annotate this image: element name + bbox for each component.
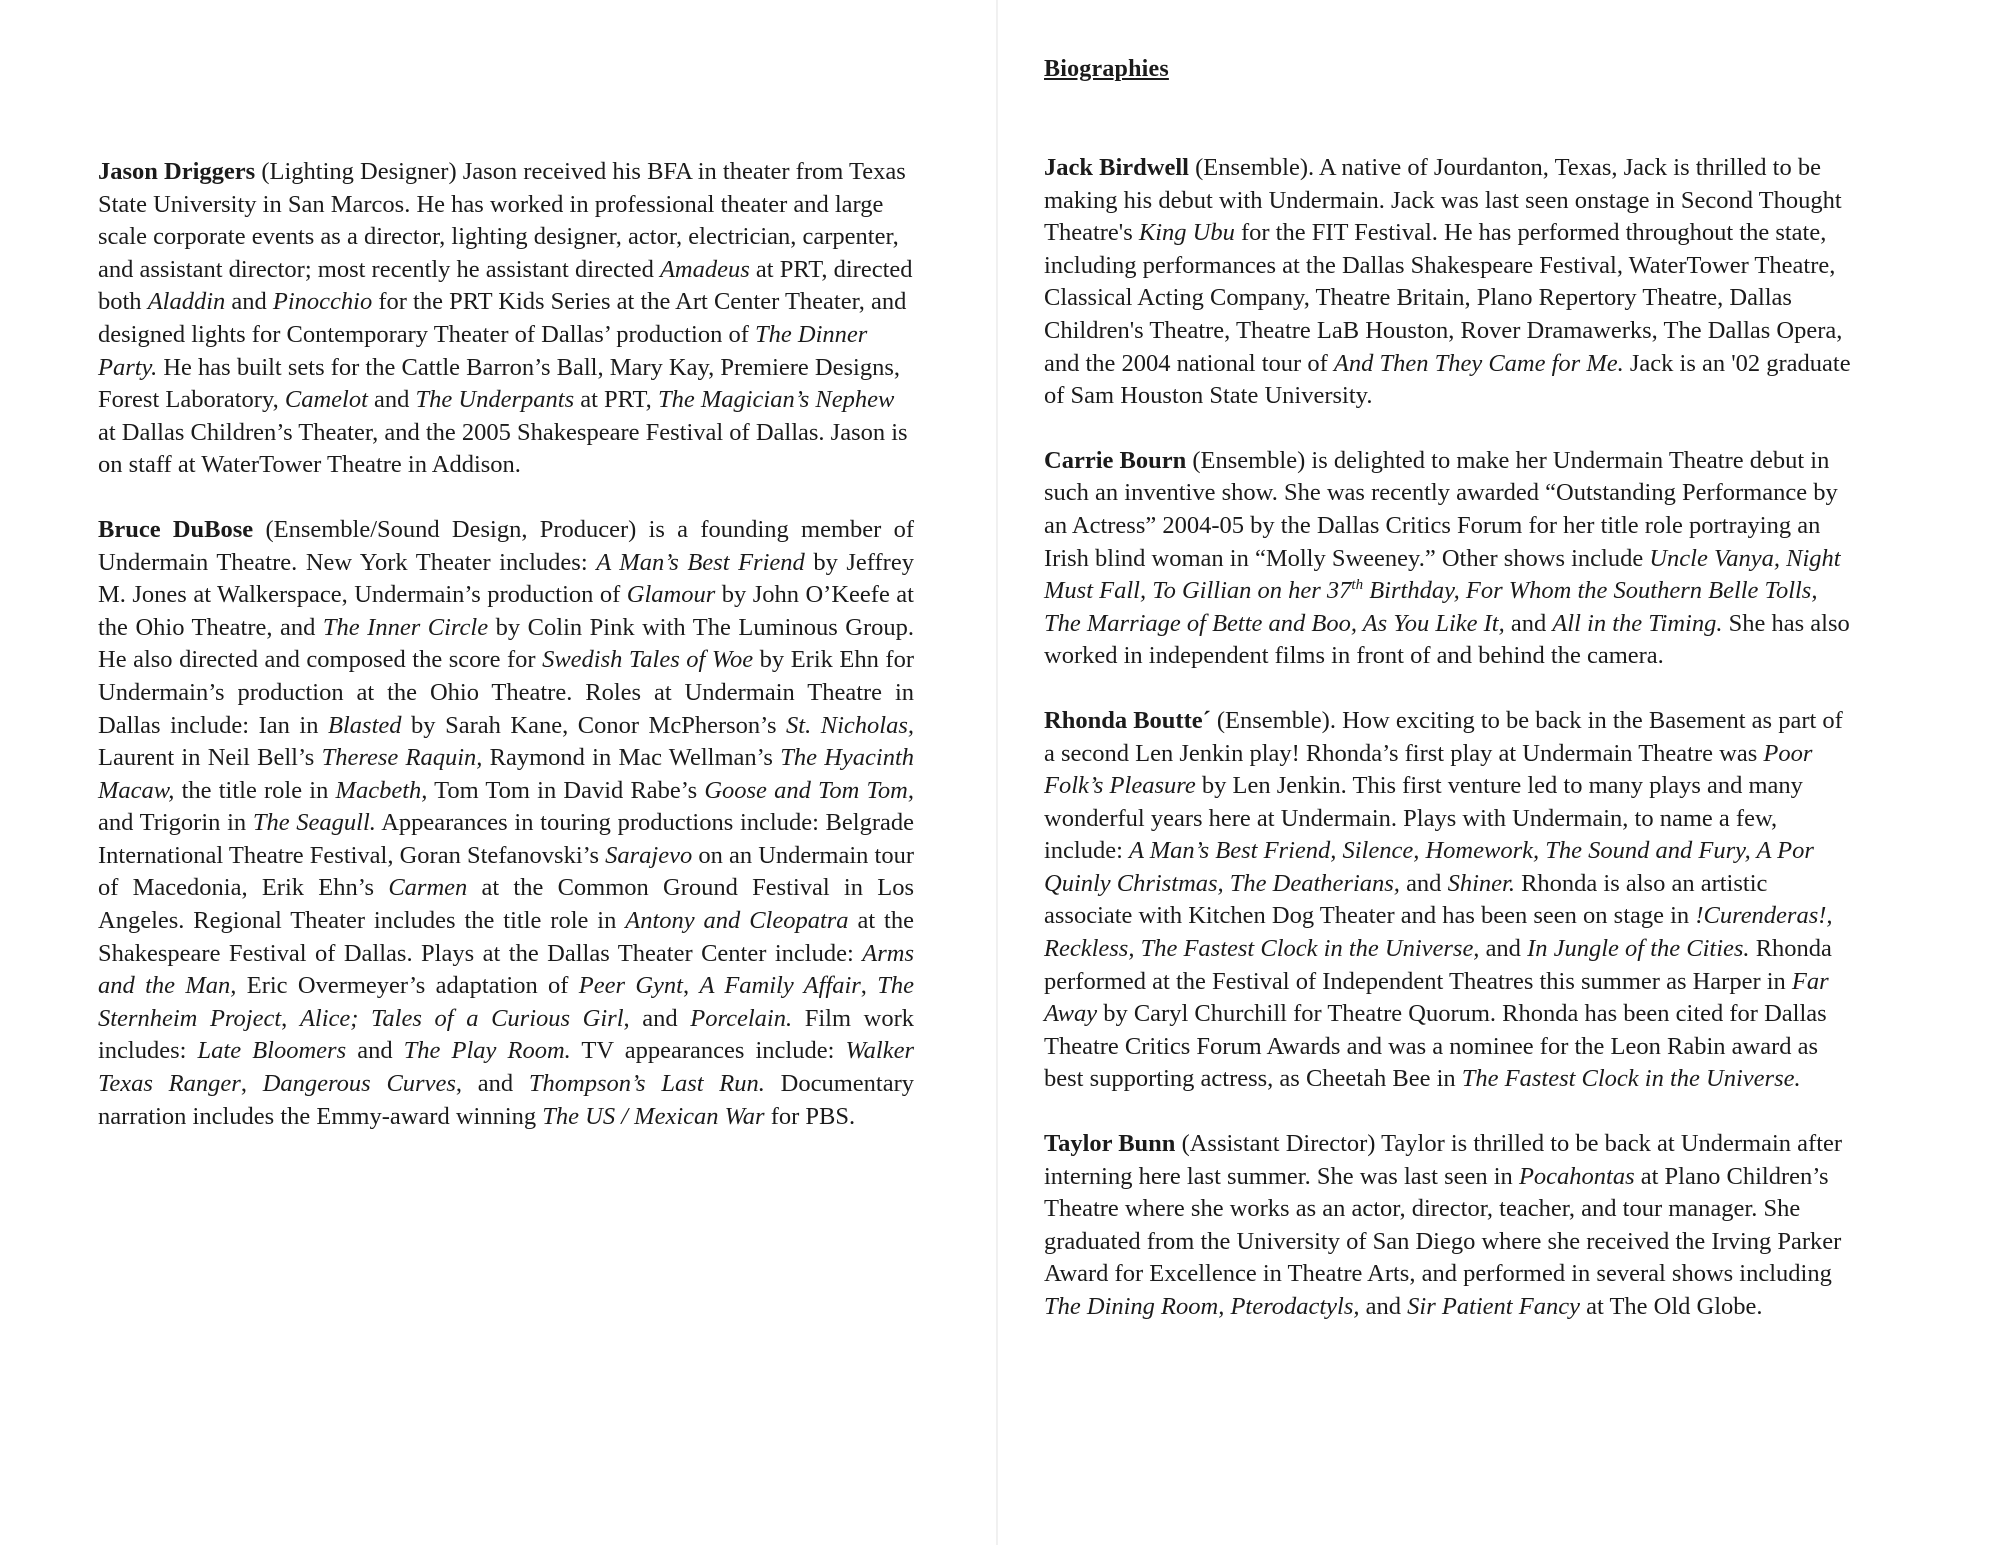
bio-text: for the PRT Kids Series at the Art Center Theater, and designed lights for Contemporary Theater of Dallas’ production of bbox=[98, 288, 907, 348]
bio-carrie-bourn bbox=[1044, 445, 1856, 673]
work-title: Pinocchio bbox=[272, 288, 373, 316]
bio-name: Jack Birdwell bbox=[1044, 154, 1189, 181]
work-title: The Magician’s Nephew bbox=[657, 386, 895, 414]
work-title: Thompson’s Last Run. bbox=[528, 1070, 765, 1098]
work-title: Dangerous Curves bbox=[262, 1070, 456, 1098]
bio-text: and bbox=[346, 1037, 404, 1065]
bio-text: , bbox=[860, 972, 878, 1000]
bio-text: , and bbox=[455, 1070, 529, 1098]
bio-text: Rhonda performed at the Festival of Independent Theatres this summer as Harper in bbox=[1044, 935, 1832, 995]
bio-text: (Lighting Designer) Jason received his BFA in theater from Texas State University in San Marcos. He has worked in professional theater and large scale corporate events as a director, lighting designer, actor, electrician, carpenter, and assistant director; most recently he assistant directed bbox=[98, 158, 906, 283]
work-title: A Man’s Best Friend, Silence, Homework, The Sound and Fury, A Por Quinly Christmas, The Deatherians, bbox=[1044, 837, 1814, 897]
work-title: St. Nicholas, bbox=[786, 711, 915, 739]
work-title: Porcelain. bbox=[690, 1004, 793, 1032]
work-title: Camelot bbox=[284, 386, 368, 414]
bio-text: at the Common Ground Festival in Los Angeles. Regional Theater includes the title role in bbox=[98, 874, 914, 935]
bio-text: and bbox=[1504, 609, 1553, 637]
bio-text: She has also worked in independent films in front of and behind the camera. bbox=[1044, 609, 1850, 670]
bio-text: (Ensemble). How exciting to be back in the Basement as part of a second Len Jenkin play! Rhonda’s first play at Undermain Theatre was bbox=[1044, 706, 1843, 767]
work-title: Alice; Tales of a Curious Girl bbox=[299, 1004, 624, 1032]
bio-text: for the FIT Festival. He has performed throughout the state, including performances at the Dallas Shakespeare Festival, WaterTower Theatre, Classical Acting Company, Theatre Britain, Plano Repertory Theatre, Dallas Children's Theatre, Theatre LaB Houston, Rover Dramawerks, The Dallas Opera, and the 2004 national tour of bbox=[1044, 219, 1843, 377]
work-title: For Whom the Southern Belle Tolls, bbox=[1465, 577, 1818, 605]
bio-text: for PBS. bbox=[764, 1102, 856, 1130]
bio-text: Film work includes: bbox=[98, 1004, 915, 1065]
page-fold bbox=[996, 0, 998, 1545]
bio-text: by Erik Ehn for Undermain’s production at the Ohio Theatre. Roles at Undermain Theatre in Dallas include: Ian in bbox=[98, 646, 914, 739]
bio-text: by Jeffrey M. Jones at Walkerspace, Undermain’s production of bbox=[98, 548, 914, 609]
work-title: The Seagull. bbox=[252, 809, 376, 837]
bio-text: Documentary narration includes the Emmy-award winning bbox=[98, 1070, 915, 1130]
bio-name: Taylor Bunn bbox=[1044, 1130, 1176, 1158]
work-title: !Curenderas!, Reckless, The Fastest Clock in the Universe, bbox=[1044, 902, 1833, 963]
work-title: The Underpants bbox=[415, 386, 575, 414]
work-title: Antony and Cleopatra bbox=[625, 907, 849, 935]
work-title: Goose and Tom Tom, bbox=[704, 776, 914, 804]
left-column bbox=[98, 156, 914, 1165]
work-title: Late Bloomers bbox=[197, 1037, 347, 1065]
work-title: Arms and the Man, bbox=[98, 939, 914, 1000]
work-title: The Hyacinth Macaw, bbox=[98, 744, 915, 804]
work-title: Therese Raquin, bbox=[321, 744, 483, 772]
bio-text: Laurent in Neil Bell’s bbox=[98, 744, 322, 772]
bio-text: Rhonda is also an artistic associate with Kitchen Dog Theater and has been seen on stage in bbox=[1044, 869, 1768, 930]
work-title: Amadeus bbox=[659, 255, 750, 283]
bio-text: TV appearances include: bbox=[570, 1037, 846, 1065]
work-title: Sir Patient Fancy bbox=[1407, 1293, 1580, 1320]
bio-taylor-bunn bbox=[1044, 1128, 1856, 1324]
bio-text: and bbox=[225, 288, 273, 316]
bio-name: Bruce DuBose bbox=[98, 515, 254, 543]
bio-name: Jason Driggers bbox=[98, 158, 256, 185]
right-column bbox=[1044, 152, 1856, 1356]
bio-jack-birdwell bbox=[1044, 152, 1856, 413]
bio-text: Tom Tom in David Rabe’s bbox=[427, 776, 705, 804]
bio-text: and bbox=[367, 386, 416, 414]
bio-text: (Assistant Director) Taylor is thrilled to be back at Undermain after interning here last summer. She was last seen in bbox=[1044, 1130, 1843, 1190]
work-title: Aladdin bbox=[147, 288, 226, 316]
work-title: The Dinner Party. bbox=[98, 320, 868, 381]
work-title: King Ubu bbox=[1138, 219, 1235, 247]
work-title: A Man’s Best Friend bbox=[596, 548, 805, 576]
bio-text: , bbox=[240, 1070, 263, 1098]
work-title: Birthday, bbox=[1363, 577, 1460, 605]
bio-text: by Sarah Kane, Conor McPherson’s bbox=[401, 711, 787, 739]
work-title: The Sternheim Project bbox=[98, 972, 915, 1032]
bio-text: (Ensemble) is delighted to make her Undermain Theatre debut in such an inventive show. She was recently awarded “Outstanding Performance by an Actress” 2004-05 by the Dallas Critics Forum for her title role portraying an Irish blind woman in “Molly Sweeney.” Other shows include bbox=[1044, 446, 1838, 572]
bio-text: and bbox=[1399, 869, 1448, 897]
work-title: Glamour bbox=[626, 581, 716, 609]
bio-text: at The Old Globe. bbox=[1579, 1293, 1763, 1320]
bio-text: by Caryl Churchill for Theatre Quorum. Rhonda has been cited for Dallas Theatre Critics Forum Awards and was a nominee for the Leon Rabin award as best supporting actress, as Cheetah Bee in bbox=[1044, 1000, 1827, 1093]
bio-text: (Ensemble/Sound Design, Producer) is a founding member of Undermain Theatre. New York Theater includes: bbox=[98, 515, 914, 576]
bio-text: Appearances in touring productions include: Belgrade International Theatre Festival, Goran Stefanovski’s bbox=[98, 809, 914, 869]
work-title: The US / Mexican War bbox=[542, 1102, 765, 1130]
page-title: Biographies bbox=[1044, 56, 1169, 82]
work-title: The Play Room. bbox=[403, 1037, 571, 1065]
bio-jason-driggers bbox=[98, 156, 914, 482]
bio-bruce-dubose bbox=[98, 514, 914, 1133]
work-title: The Inner Circle bbox=[322, 613, 489, 641]
work-title: And Then They Came for Me. bbox=[1333, 349, 1624, 377]
bio-text: by Colin Pink with The Luminous Group. He also directed and composed the score for bbox=[98, 613, 914, 674]
bio-text: , bbox=[683, 972, 700, 1000]
work-title: The Marriage of Bette and Boo, As You Like It, bbox=[1044, 609, 1505, 637]
bio-text: , and bbox=[623, 1004, 691, 1032]
work-title: A Family Affair bbox=[699, 972, 861, 1000]
bio-text: and bbox=[1479, 935, 1528, 963]
bio-text: at the Shakespeare Festival of Dallas. Plays at the Dallas Theater Center include: bbox=[98, 907, 914, 967]
work-title: Pocahontas bbox=[1518, 1162, 1635, 1190]
work-title: Poor Folk’s Pleasure bbox=[1044, 739, 1813, 800]
work-title: The Dining Room, Pterodactyls, bbox=[1044, 1293, 1360, 1320]
bio-text: (Ensemble). A native of Jourdanton, Texas, Jack is thrilled to be making his debut with Undermain. Jack was last seen onstage in Second Thought Theatre's bbox=[1044, 154, 1842, 247]
work-title: Blasted bbox=[328, 711, 402, 739]
bio-text: the title role in bbox=[174, 776, 336, 804]
bio-text: He has built sets for the Cattle Barron’s Ball, Mary Kay, Premiere Designs, Forest Laboratory, bbox=[98, 353, 900, 414]
bio-text: at PRT, bbox=[574, 386, 658, 414]
bio-text: on an Undermain tour of Macedonia, Erik Ehn’s bbox=[98, 841, 915, 902]
work-title: Peer Gynt bbox=[578, 972, 683, 1000]
bio-text: at Dallas Children’s Theater, and the 2005 Shakespeare Festival of Dallas. Jason is on staff at WaterTower Theatre in Addison. bbox=[98, 418, 908, 479]
work-title: Carmen bbox=[388, 874, 468, 902]
work-title: In Jungle of the Cities. bbox=[1527, 935, 1750, 963]
bio-text: by John O’Keefe at the Ohio Theatre, and bbox=[98, 581, 914, 641]
work-title: Walker Texas Ranger bbox=[98, 1037, 914, 1098]
bio-rhonda-boutte bbox=[1044, 705, 1856, 1096]
work-title: Far Away bbox=[1044, 967, 1829, 1028]
bio-text: Eric Overmeyer’s adaptation of bbox=[236, 972, 579, 1000]
bio-text: , bbox=[281, 1004, 300, 1032]
bio-text: and bbox=[1359, 1293, 1408, 1320]
bio-text: Raymond in Mac Wellman’s bbox=[482, 744, 781, 772]
work-title: The Fastest Clock in the Universe. bbox=[1461, 1065, 1801, 1093]
work-title: Uncle Vanya, Night Must Fall, To Gillian on her 37 bbox=[1044, 544, 1841, 605]
work-title: All in the Timing. bbox=[1552, 609, 1723, 637]
bio-text: th bbox=[1351, 576, 1364, 593]
bio-text: at PRT, directed both bbox=[98, 255, 913, 316]
work-title: Macbeth, bbox=[335, 776, 428, 804]
bio-name: Carrie Bourn bbox=[1044, 446, 1187, 474]
bio-name: Rhonda Boutte´ bbox=[1044, 706, 1211, 734]
work-title: Sarajevo bbox=[605, 841, 693, 869]
work-title: Shiner. bbox=[1447, 869, 1515, 897]
bio-text: and Trigorin in bbox=[98, 809, 253, 837]
work-title: Swedish Tales of Woe bbox=[542, 646, 754, 674]
bio-text: at Plano Children’s Theatre where she works as an actor, director, teacher, and tour manager. She graduated from the University of San Diego where she received the Irving Parker Award for Excellence in Theatre Arts, and performed in several shows including bbox=[1044, 1162, 1842, 1288]
bio-text: Jack is an '02 graduate of Sam Houston State University. bbox=[1044, 349, 1851, 410]
bio-text: by Len Jenkin. This first venture led to many plays and many wonderful years here at Undermain. Plays with Undermain, to name a few, include: bbox=[1044, 772, 1803, 865]
